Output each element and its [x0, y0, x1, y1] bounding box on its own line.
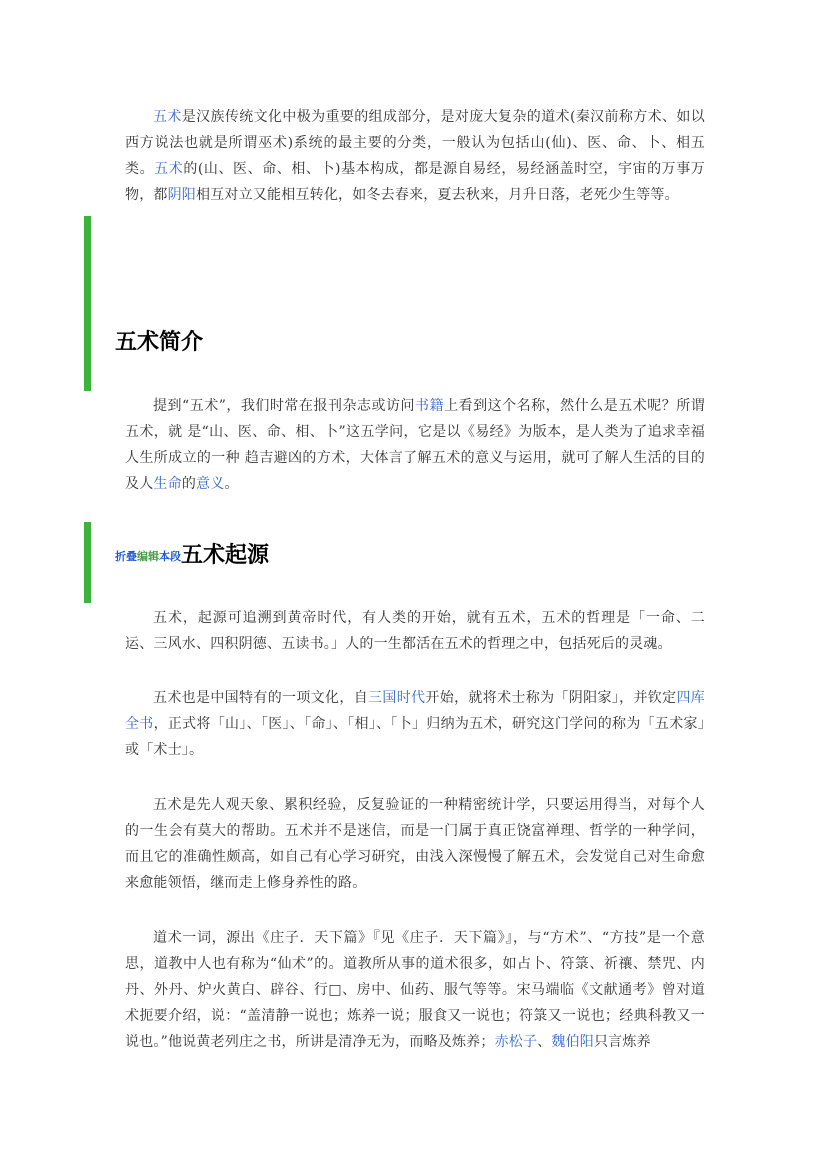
text-run: 。	[224, 476, 239, 492]
origin-paragraph-1	[125, 605, 705, 657]
intro-paragraph	[125, 104, 705, 208]
text-run: 开始，就将术士称为「阴阳家」，并钦定	[425, 690, 677, 706]
text-link[interactable]: 赤松子	[494, 1034, 538, 1050]
section-title: 五术简介	[115, 330, 204, 355]
text-link[interactable]: 魏伯阳	[551, 1034, 594, 1050]
section-title: 五术起源	[181, 543, 270, 568]
text-run: 五术是先人观天象、累积经验，反复验证的一种精密统计学，只要运用得当，对每个人的一生会有莫大的帮助。五术并不是迷信，而是一门属于真正饶富禅理、哲学的一种学问，而且它的准确性颇高，如自己有心学习研究，由浅入深慢慢了解五术，会发觉自己对生命愈来愈能领悟，继而走上修身养性的路。	[125, 797, 705, 891]
text-link[interactable]: 三国时代	[368, 690, 426, 706]
text-link[interactable]: 阴阳	[167, 187, 197, 203]
origin-paragraph-4	[125, 925, 705, 1055]
text-run: 的(山、医、命、相、卜)基本构成，都是源自易经，易经涵盖时空，宇宙的万事万物，都	[125, 161, 706, 203]
text-run: 五术也是中国特有的一项文化，自	[153, 690, 369, 706]
text-run: 是汉族传统文化中极为重要的组成部分，是对庞大复杂的道术(秦汉前称方术、如以西方说法也就是所谓巫术)系统的最主要的分类，一般认为包括山(仙)、医、命、卜、相五类。	[125, 109, 705, 177]
text-run: 上看到这个名称，然什么是五术呢？所谓五术，就 是“山、医、命、相、卜”这五学问，它是以《易经》为版本，是人类为了追求幸福人生所成立的一种 趋吉避凶的方术，大体言了解五术的意义与运用，就可了解人生活的目的及人	[125, 398, 705, 492]
text-link[interactable]: 书籍	[415, 398, 445, 414]
text-link[interactable]: 五术	[153, 109, 182, 125]
section-heading-intro	[115, 325, 203, 356]
text-run: 相互对立又能相互转化，如冬去春来，夏去秋来，月升日落，老死少生等等。	[196, 187, 679, 203]
edit-link[interactable]: 编辑	[137, 550, 159, 563]
text-run: 提到“五术”，我们时常在报刊杂志或访问	[153, 398, 416, 414]
section-marker-bar	[84, 522, 91, 603]
text-run: 、	[537, 1034, 552, 1050]
section-link[interactable]: 本段	[159, 550, 181, 563]
section-heading-origin	[115, 538, 269, 569]
section1-paragraph	[125, 393, 705, 497]
text-run: 道术一词，源出《庄子．天下篇》『见《庄子．天下篇》』，与“方术”、“方技”是一个意思，道教中人也有称为“仙术”的。道教所从事的道术很多，如占卜、符箓、祈禳、禁咒、内丹、外丹、炉火黄白、辟谷、行□、房中、仙药、服气等等。宋马端临《文献通考》曾对道术扼要介绍，说：“盖清静一说也；炼养一说；服食又一说也；符箓又一说也；经典科教又一说也。”他说黄老列庄之书，所讲是清净无为，而略及炼养；	[125, 930, 705, 1050]
text-run: 的	[181, 476, 197, 492]
text-link[interactable]: 生命	[153, 476, 182, 492]
text-link[interactable]: 五术	[154, 161, 184, 177]
text-run: 只言炼养	[593, 1034, 651, 1050]
fold-link[interactable]: 折叠	[115, 550, 137, 563]
text-link[interactable]: 意义	[196, 476, 225, 492]
text-run: 五术，起源可追溯到黄帝时代，有人类的开始，就有五术，五术的哲理是「一命、二运、三风水、四积阴德、五读书。」人的一生都活在五术的哲理之中，包括死后的灵魂。	[125, 610, 705, 652]
text-link[interactable]: 四库全书	[125, 690, 706, 732]
origin-paragraph-2	[125, 685, 705, 763]
text-run: ，正式将「山」、「医」、「命」、「相」、「卜」归纳为五术，研究这门学问的称为「五术家」或「术士」。	[125, 716, 705, 758]
section-marker-bar	[84, 216, 91, 391]
origin-paragraph-3	[125, 792, 705, 896]
